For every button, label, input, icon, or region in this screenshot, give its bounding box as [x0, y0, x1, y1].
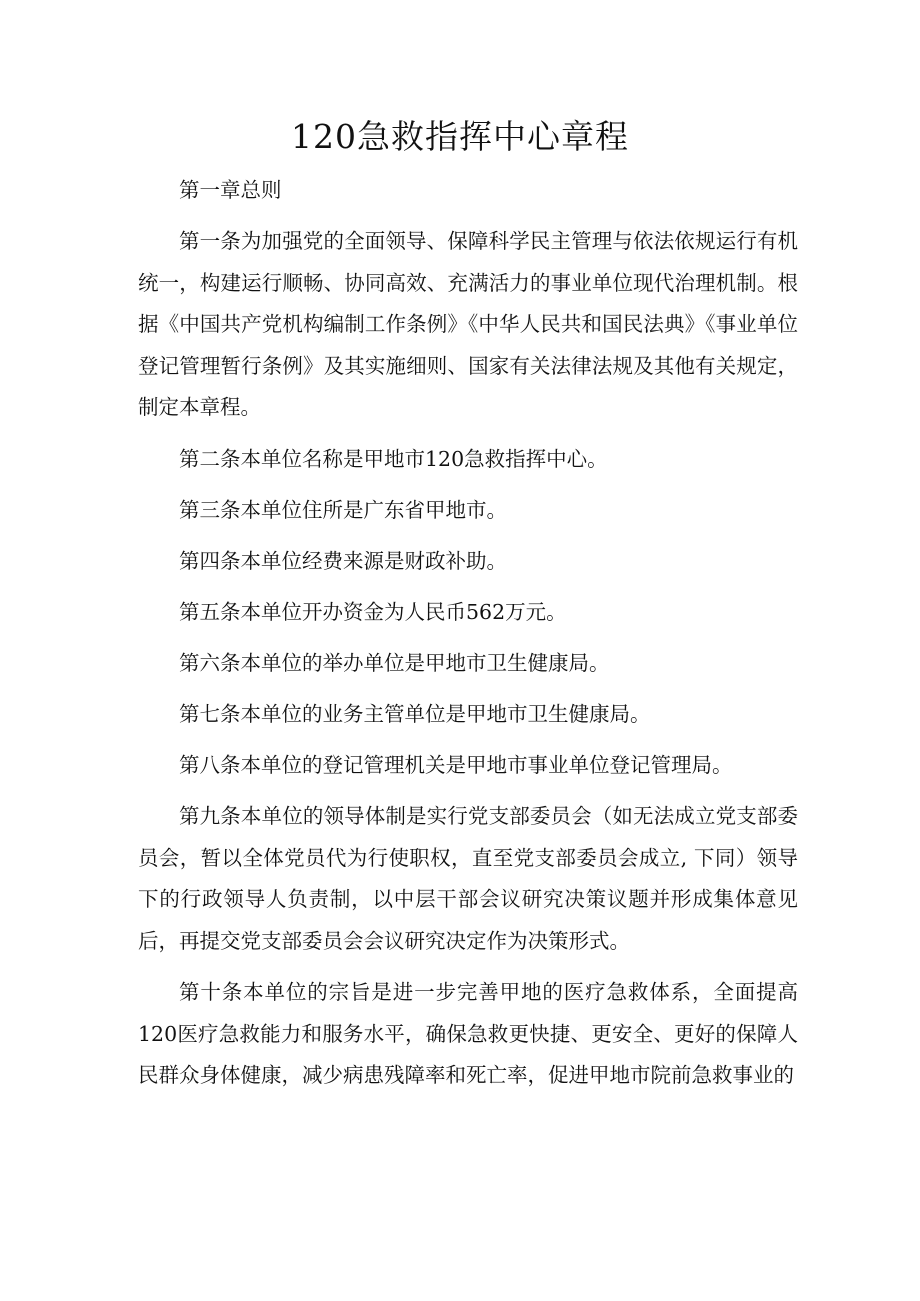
article-1: 第一条为加强党的全面领导、保障科学民主管理与依法依规运行有机统一，构建运行顺畅、协同高效、充满活力的事业单位现代治理机制。根据《中国共产党机构编制工作条例》《中华人民共和国民法典》《事业单位登记管理暂行条例》及其实施细则、国家有关法律法规及其他有关规定，制定本章程。 [138, 229, 798, 420]
document-title: 120急救指挥中心章程 [291, 117, 629, 156]
article-2: 第二条本单位名称是甲地市120急救指挥中心。 [179, 446, 608, 471]
article-8: 第八条本单位的登记管理机关是甲地市事业单位登记管理局。 [179, 753, 733, 778]
chapter-heading: 第一章总则 [179, 178, 282, 202]
article-6: 第六条本单位的举办单位是甲地市卫生健康局。 [179, 650, 610, 675]
article-10: 第十条本单位的宗旨是进一步完善甲地的医疗急救体系，全面提高120医疗急救能力和服务水平，确保急救更快捷、更安全、更好的保障人民群众身体健康，减少病患残障率和死亡率，促进甲地市院前急救事业的 [138, 980, 798, 1088]
article-5: 第五条本单位开办资金为人民币562万元。 [179, 599, 567, 624]
article-4: 第四条本单位经费来源是财政补助。 [179, 548, 507, 573]
document-body [138, 170, 798, 1106]
article-9: 第九条本单位的领导体制是实行党支部委员会（如无法成立党支部委员会，暂以全体党员代为行使职权，直至党支部委员会成立, 下同）领导下的行政领导人负责制，以中层干部会议研究决策议题并形成集体意见后，再提交党支部委员会会议研究决定作为决策形式。 [138, 804, 798, 953]
article-7: 第七条本单位的业务主管单位是甲地市卫生健康局。 [179, 702, 651, 727]
article-3: 第三条本单位住所是广东省甲地市。 [179, 497, 507, 522]
